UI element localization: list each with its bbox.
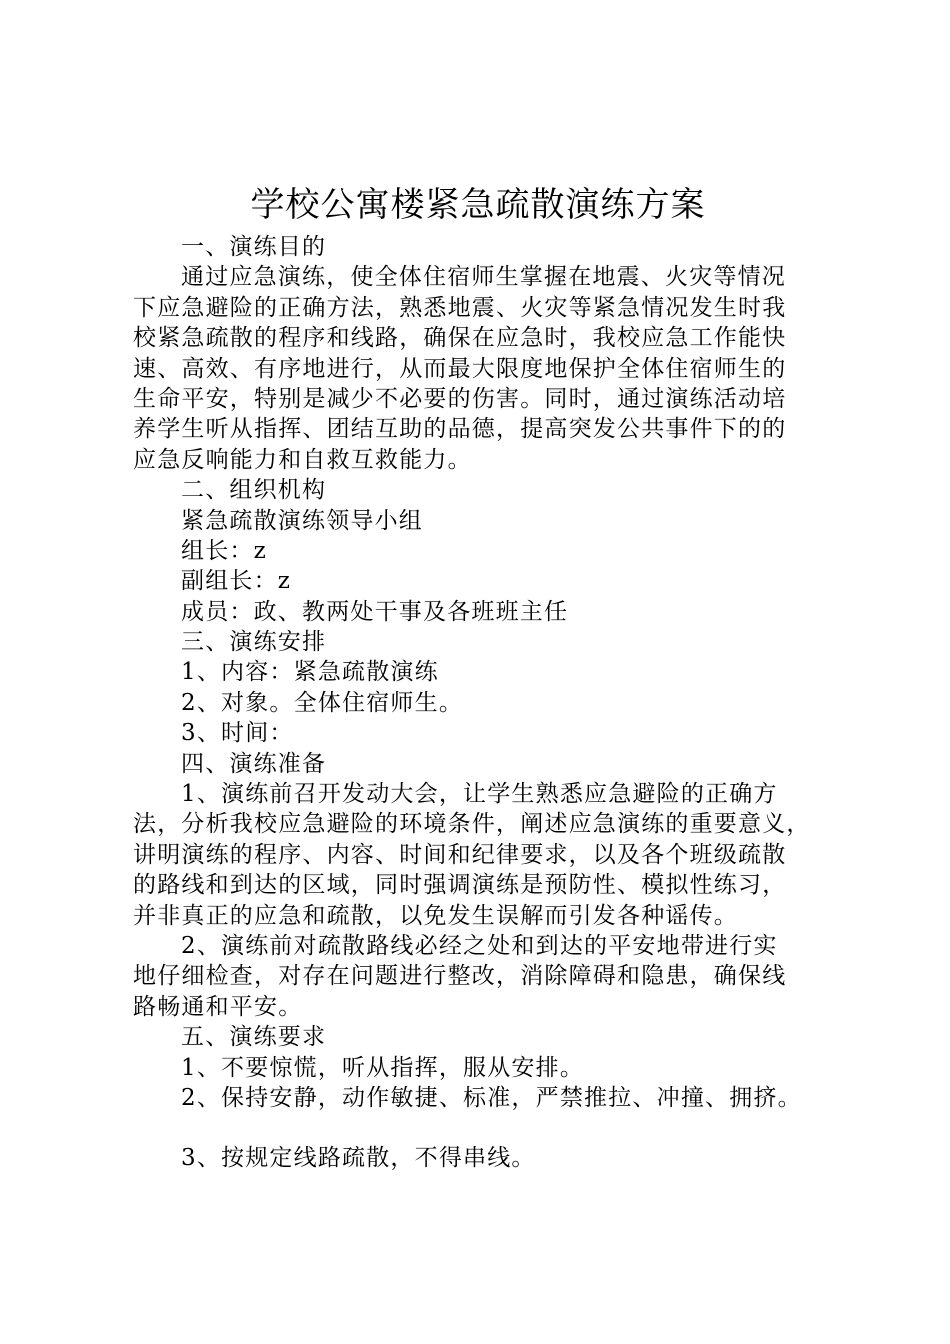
paragraph-line: 的路线和到达的区域，同时强调演练是预防性、模拟性练习， — [133, 872, 787, 899]
section-heading-requirements: 五、演练要求 — [181, 1024, 327, 1051]
section-heading-organization: 二、组织机构 — [181, 477, 327, 504]
blank-line — [133, 1113, 823, 1143]
section-heading-purpose: 一、演练目的 — [181, 234, 327, 260]
paragraph-line: 下应急避险的正确方法，熟悉地震、火灾等紧急情况发生时我 — [133, 294, 787, 321]
paragraph-line: 生命平安，特别是减少不必要的伤害。同时，通过演练活动培 — [133, 385, 787, 412]
paragraph-line: 养学生听从指挥、团结互助的品德，提高突发公共事件下的的 — [133, 416, 787, 443]
paragraph-line: 组长：z — [181, 537, 267, 564]
paragraph-line: 法，分析我校应急避险的环境条件，阐述应急演练的重要意义， — [133, 811, 811, 838]
list-item: 2、对象。全体住宿师生。 — [181, 689, 464, 716]
paragraph-line: 副组长：z — [181, 568, 292, 595]
list-item: 3、按规定线路疏散，不得串线。 — [181, 1145, 536, 1172]
section-heading-preparation: 四、演练准备 — [181, 750, 327, 777]
paragraph-line: 2、演练前对疏散路线必经之处和到达的平安地带进行实 — [181, 932, 778, 959]
section-heading-arrangement: 三、演练安排 — [181, 629, 327, 656]
list-item: 3、时间： — [181, 720, 294, 747]
paragraph-line: 紧急疏散演练领导小组 — [181, 507, 423, 534]
paragraph-line: 速、高效、有序地进行，从而最大限度地保护全体住宿师生的 — [133, 355, 787, 382]
paragraph-line: 成员：政、教两处干事及各班班主任 — [181, 598, 569, 625]
paragraph-line: 地仔细检查，对存在问题进行整改，消除障碍和隐患，确保线 — [133, 963, 787, 990]
paragraph-line: 路畅通和平安。 — [133, 993, 303, 1020]
list-item: 1、内容：紧急疏散演练 — [181, 659, 439, 686]
paragraph-line: 校紧急疏散的程序和线路，确保在应急时，我校应急工作能快 — [133, 325, 787, 352]
list-item: 2、保持安静，动作敏捷、标准，严禁推拉、冲撞、拥挤。 — [181, 1084, 802, 1111]
paragraph-line: 讲明演练的程序、内容、时间和纪律要求，以及各个班级疏散 — [133, 841, 787, 868]
paragraph-line: 应急反响能力和自救互救能力。 — [133, 446, 472, 473]
document-title: 学校公寓楼紧急疏散演练方案 — [250, 185, 706, 225]
paragraph-line: 并非真正的应急和疏散，以免发生误解而引发各种谣传。 — [133, 902, 738, 929]
list-item: 1、不要惊慌，听从指挥，服从安排。 — [181, 1054, 585, 1081]
paragraph-line: 1、演练前召开发动大会，让学生熟悉应急避险的正确方 — [181, 781, 778, 808]
paragraph-line: 通过应急演练，使全体住宿师生掌握在地震、火灾等情况 — [181, 264, 786, 291]
document-page — [133, 180, 823, 1174]
